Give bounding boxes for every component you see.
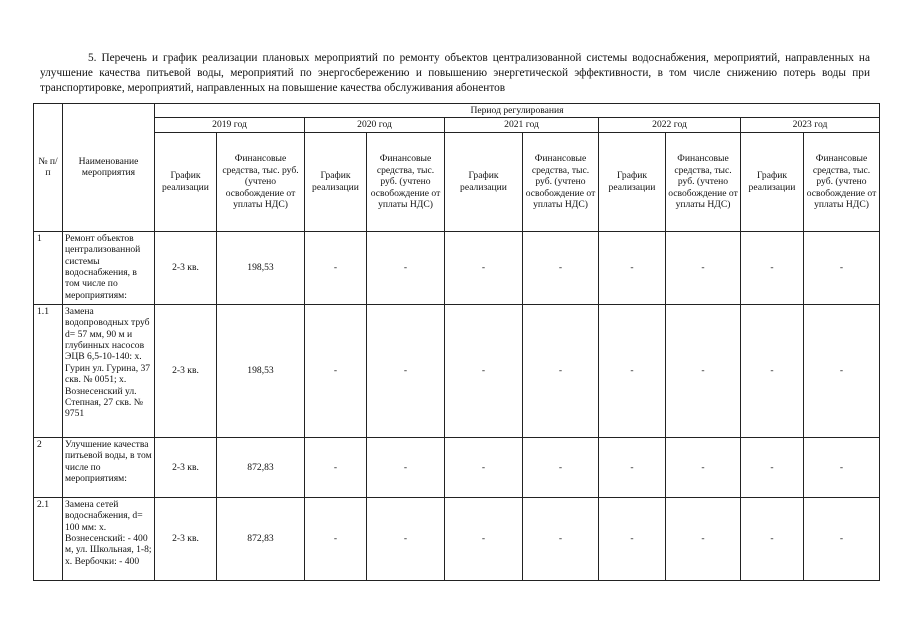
cell: - (367, 231, 445, 304)
cell: - (599, 231, 666, 304)
cell: 2-3 кв. (155, 437, 217, 497)
header-schedule: График реализации (155, 132, 217, 231)
header-year: 2021 год (445, 118, 599, 132)
cell: - (305, 231, 367, 304)
cell: - (523, 231, 599, 304)
cell: - (804, 304, 880, 437)
header-name: Наименование мероприятия (63, 104, 155, 232)
cell: - (367, 437, 445, 497)
row-num: 1.1 (34, 304, 63, 437)
cell: - (741, 437, 804, 497)
cell: 872,83 (217, 497, 305, 580)
row-num: 1 (34, 231, 63, 304)
header-finance: Финансовые средства, тыс. руб. (учтено освобождение от уплаты НДС) (804, 132, 880, 231)
cell: - (804, 497, 880, 580)
cell: - (741, 304, 804, 437)
header-period: Период регулирования (155, 104, 880, 118)
cell: - (666, 231, 741, 304)
table-row (34, 304, 880, 437)
cell: - (367, 304, 445, 437)
header-year: 2020 год (305, 118, 445, 132)
cell: - (599, 437, 666, 497)
cell: 2-3 кв. (155, 497, 217, 580)
header-finance: Финансовые средства, тыс. руб. (учтено освобождение от уплаты НДС) (666, 132, 741, 231)
cell: - (445, 231, 523, 304)
header-finance: Финансовые средства, тыс. руб. (учтено освобождение от уплаты НДС) (367, 132, 445, 231)
cell: - (305, 437, 367, 497)
table-row (34, 231, 880, 304)
header-finance: Финансовые средства, тыс. руб. (учтено освобождение от уплаты НДС) (217, 132, 305, 231)
cell: - (804, 437, 880, 497)
header-schedule: График реализации (445, 132, 523, 231)
cell: - (445, 437, 523, 497)
header-schedule: График реализации (741, 132, 804, 231)
cell: - (804, 231, 880, 304)
table-row (34, 497, 880, 580)
row-name: Улучшение качества питьевой воды, в том числе по мероприятиям: (63, 437, 155, 497)
cell: 2-3 кв. (155, 231, 217, 304)
cell: - (523, 497, 599, 580)
cell: - (599, 497, 666, 580)
row-name: Ремонт объектов централизованной системы водоснабжения, в том числе по мероприятиям: (63, 231, 155, 304)
header-year: 2022 год (599, 118, 741, 132)
header-schedule: График реализации (599, 132, 666, 231)
plan-table (33, 103, 880, 581)
cell: 198,53 (217, 304, 305, 437)
cell: - (523, 304, 599, 437)
row-num: 2 (34, 437, 63, 497)
cell: 872,83 (217, 437, 305, 497)
cell: - (523, 437, 599, 497)
section-intro (40, 51, 870, 96)
header-num: № п/п (34, 104, 63, 232)
cell: - (666, 304, 741, 437)
header-finance: Финансовые средства, тыс. руб. (учтено освобождение от уплаты НДС) (523, 132, 599, 231)
row-name: Замена сетей водоснабжения, d= 100 мм: х. Вознесенский: - 400 м, ул. Школьная, 1-8; х. Вербочки: - 400 (63, 497, 155, 580)
table-row (34, 437, 880, 497)
cell: - (666, 497, 741, 580)
cell: - (741, 497, 804, 580)
header-schedule: График реализации (305, 132, 367, 231)
cell: - (445, 304, 523, 437)
cell: - (445, 497, 523, 580)
cell: - (305, 497, 367, 580)
cell: 198,53 (217, 231, 305, 304)
cell: - (367, 497, 445, 580)
intro-text: 5. Перечень и график реализации плановых мероприятий по ремонту объектов централизованной системы водоснабжения, мероприятий, направленных на улучшение качества питьевой воды, мероприятий по энергосбережению и повышению энергетической эффективности, в том числе снижению потерь воды при транспортировке, мероприятий, направленных на повышение качества обслуживания абонентов (40, 52, 870, 95)
row-num: 2.1 (34, 497, 63, 580)
header-year: 2023 год (741, 118, 880, 132)
cell: - (666, 437, 741, 497)
cell: - (599, 304, 666, 437)
cell: 2-3 кв. (155, 304, 217, 437)
cell: - (741, 231, 804, 304)
row-name: Замена водопроводных труб d= 57 мм, 90 м и глубинных насосов ЭЦВ 6,5-10-140: х. Гурин ул. Гурина, 37 скв. № 0051; х. Вознесенский ул. Степная, 27 скв. № 9751 (63, 304, 155, 437)
header-year: 2019 год (155, 118, 305, 132)
cell: - (305, 304, 367, 437)
